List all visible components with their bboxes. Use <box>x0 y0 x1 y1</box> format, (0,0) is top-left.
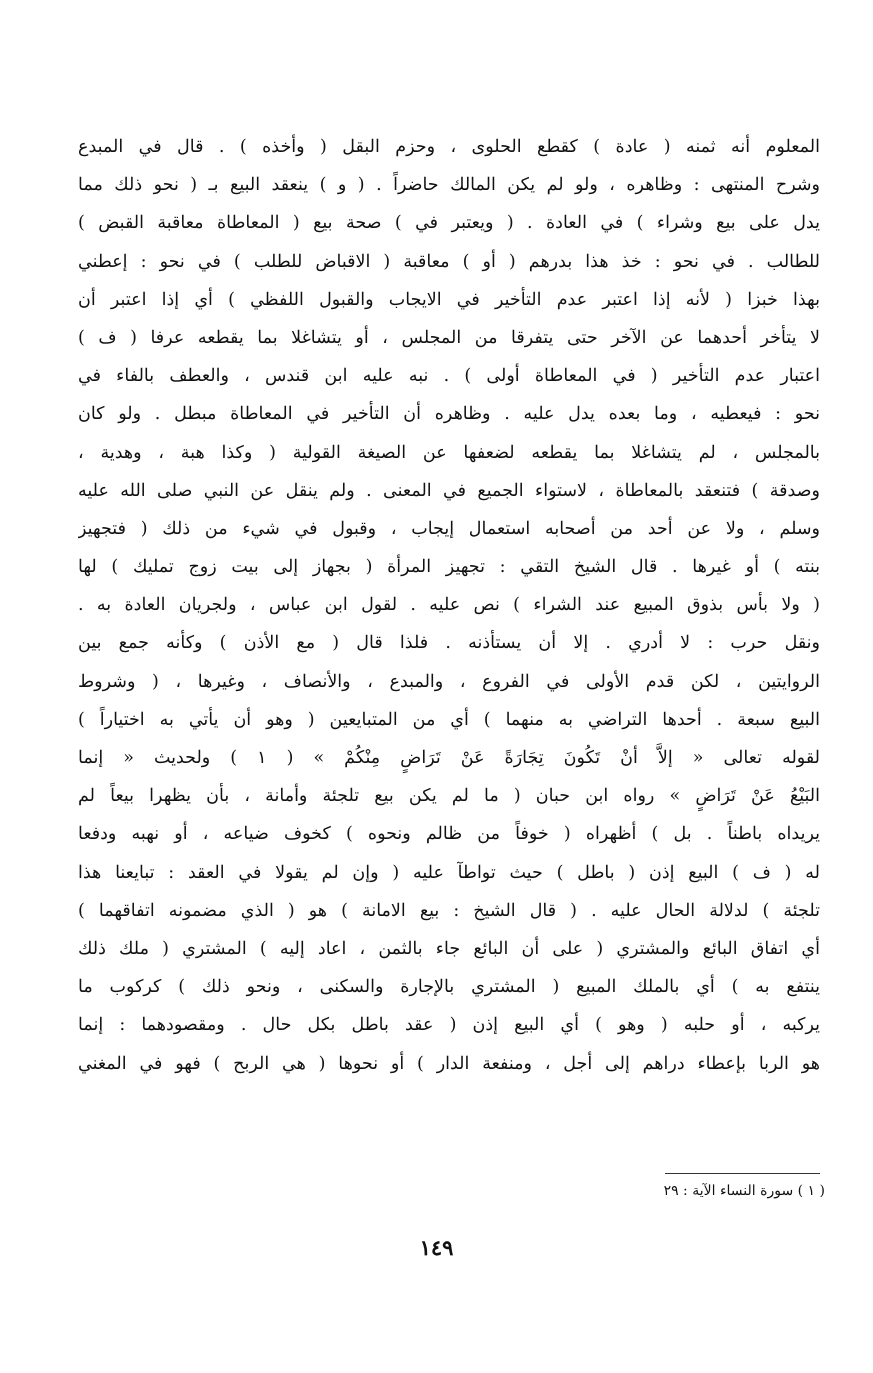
text-line: هو الربا بإعطاء دراهم إلى أجل ، ومنفعة الدار ) أو نحوها ( هي الربح ) فهو في المغني <box>78 1053 820 1074</box>
text-line: وسلم ، ولا عن أحد من أصحابه استعمال إيجاب ، وقبول في شيء من ذلك ( فتجهيز <box>78 518 820 539</box>
text-line: يركبه ، أو حلبه ( وهو ) أي البيع إذن ( عقد باطل بكل حال . ومقصودهما : إنما <box>78 1015 820 1036</box>
page-number: ١٤٩ <box>419 1235 454 1260</box>
footnote: ( ١ ) سورة النساء الآية : ٢٩ <box>663 1183 825 1199</box>
text-line: المعلوم أنه ثمنه ( عادة ) كقطع الحلوى ، وحزم البقل ( وأخذه ) . قال في المبدع <box>78 137 820 157</box>
text-line: اعتبار عدم التأخير ( في المعاطاة أولى ) . نبه عليه ابن قندس ، والعطف بالفاء في <box>78 366 820 387</box>
text-line: بنته ) أو غيرها . قال الشيخ التقي : تجهيز المرأة ( بجهاز إلى بيت زوج تمليك ) لها <box>78 557 820 578</box>
text-line: للطالب . في نحو : خذ هذا بدرهم ( أو ) معاقبة ( الاقباض للطلب ) في نحو : إعطني <box>78 251 820 272</box>
text-line: الروايتين ، لكن قدم الأولى في الفروع ، والمبدع ، والأنصاف ، وغيرها ، ( وشروط <box>78 671 820 692</box>
text-line: ( ولا بأس بذوق المبيع عند الشراء ) نص عليه . لقول ابن عباس ، ولجريان العادة به . <box>78 595 820 616</box>
text-line: نحو : فيعطيه ، وما بعده يدل عليه . وظاهره أن التأخير في المعاطاة مبطل . ولو كان <box>78 404 820 425</box>
footnote-separator <box>665 1173 820 1174</box>
text-line: البَيْعُ عَنْ تَرَاضٍ » رواه ابن حبان ( ما لم يكن بيع تلجئة وأمانة ، بأن يظهرا بيعاً لم <box>78 786 820 807</box>
text-line: البيع سبعة . أحدها التراضي به منهما ) أي من المتبايعين ( وهو أن يأتي به اختياراً ) <box>78 709 820 730</box>
text-line: يدل على بيع وشراء ) في العادة . ( ويعتبر في ) صحة بيع ( المعاطاة معاقبة القبض ) <box>78 213 820 234</box>
text-line: وشرح المنتهى : وظاهره ، ولو لم يكن المالك حاضراً . ( و ) ينعقد البيع بـ ( نحو ذلك مما <box>78 175 820 196</box>
text-line: بالمجلس ، لم يتشاغلا بما يقطعه لضعفها عن الصيغة القولية ( وكذا هبة ، وهدية ، <box>78 442 820 463</box>
text-line: بهذا خبزا ( لأنه إذا اعتبر عدم التأخير في الايجاب والقبول اللفظي ) أي إذا اعتبر أن <box>78 289 820 310</box>
text-line: أي اتفاق البائع والمشتري ( على أن البائع جاء بالثمن ، اعاد إليه ) المشتري ( ملك ذلك <box>78 938 820 959</box>
text-line: يريداه باطناً . بل ) أظهراه ( خوفاً من ظالم ونحوه ) كخوف ضياعه ، أو نهبه ودفعا <box>78 824 820 845</box>
text-line: لقوله تعالى « إلاَّ أنْ تَكُونَ تِجَارَةً عَنْ تَرَاضٍ مِنْكُمْ » ( ١ ) ولحديث « إنما <box>78 748 820 768</box>
text-line: لا يتأخر أحدهما عن الآخر حتى يتفرقا من المجلس ، أو يتشاغلا بما يقطعه عرفا ( ف ) <box>78 327 820 348</box>
text-line: ينتفع به ) أي بالملك المبيع ( المشتري بالإجارة والسكنى ، ونحو ذلك ) كركوب ما <box>78 977 820 998</box>
text-line: له ( ف ) البيع إذن ( باطل ) حيث تواطآ عليه ( وإن لم يقولا في العقد : تبايعنا هذا <box>78 862 820 883</box>
text-line: وصدقة ) فتنعقد بالمعاطاة ، لاستواء الجميع في المعنى . ولم ينقل عن النبي صلى الله عليه <box>78 480 820 501</box>
body-text <box>78 128 820 1083</box>
text-line: تلجئة ) لدلالة الحال عليه . ( قال الشيخ : بيع الامانة ) هو ( الذي مضمونه اتفاقهما ) <box>78 900 820 921</box>
text-line: ونقل حرب : لا أدري . إلا أن يستأذنه . فلذا قال ( مع الأذن ) وكأنه جمع بين <box>78 633 820 654</box>
